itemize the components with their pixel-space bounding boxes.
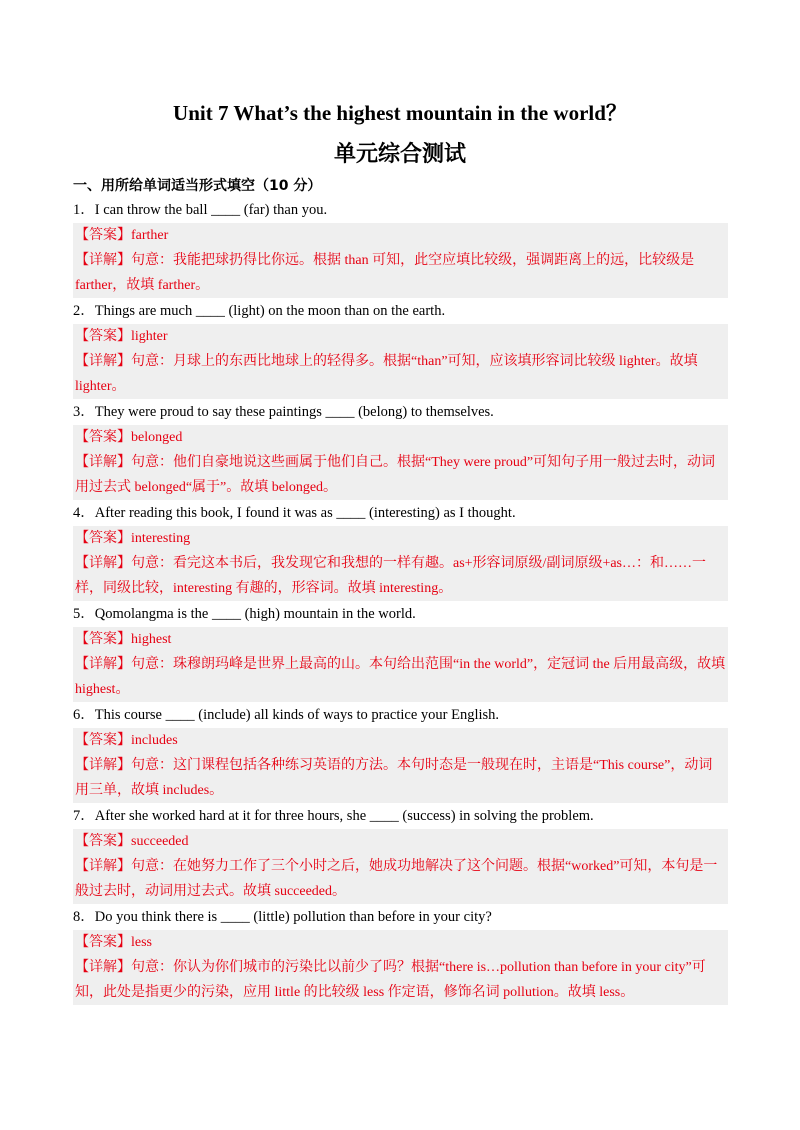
question-item	[73, 702, 728, 803]
explanation-text: 【详解】句意：这门课程包括各种练习英语的方法。本句时态是一般现在时，主语是“This course”，动词用三单，故填 includes。	[75, 758, 713, 798]
answer-text: 【答案】lighter	[75, 329, 168, 344]
question-item	[73, 500, 728, 601]
question-item	[73, 803, 728, 904]
question-text: 4．After reading this book, I found it was as ____ (interesting) as I thought.	[73, 505, 516, 521]
answer-text: 【答案】interesting	[75, 531, 191, 546]
explanation-text: 【详解】句意：你认为你们城市的污染比以前少了吗？根据“there is…pollution than before in your city”可知，此处是指更少的污染，应用 little 的比较级 less 作定语，修饰名词 pollution。故填 less。	[75, 960, 706, 1000]
document-title: Unit 7 What’s the highest mountain in the world？	[173, 101, 627, 125]
answer-block	[73, 526, 728, 601]
question-item	[73, 399, 728, 500]
question-text: 8．Do you think there is ____ (little) pollution than before in your city?	[73, 909, 492, 925]
explanation-text: 【详解】句意：我能把球扔得比你远。根据 than 可知，此空应填比较级，强调距离上的远，比较级是 farther，故填 farther。	[75, 253, 695, 293]
answer-text: 【答案】highest	[75, 632, 172, 647]
answer-block	[73, 425, 728, 500]
question-text: 1．I can throw the ball ____ (far) than you.	[73, 202, 328, 218]
question-text: 5．Qomolangma is the ____ (high) mountain in the world.	[73, 606, 416, 622]
document-subtitle: 单元综合测试	[333, 142, 466, 167]
explanation-text: 【详解】句意：看完这本书后，我发现它和我想的一样有趣。as+形容词原级/副词原级+as…：和……一样，同级比较，interesting 有趣的，形容词。故填 interesting。	[75, 556, 707, 596]
question-text: 6．This course ____ (include) all kinds of ways to practice your English.	[73, 707, 500, 723]
answer-block	[73, 728, 728, 803]
question-item	[73, 197, 728, 298]
question-item	[73, 601, 728, 702]
question-item	[73, 904, 728, 1005]
explanation-text: 【详解】句意：月球上的东西比地球上的轻得多。根据“than”可知，应该填形容词比较级 lighter。故填 lighter。	[75, 354, 698, 394]
answer-block	[73, 324, 728, 399]
answer-text: 【答案】includes	[75, 733, 178, 748]
answer-block	[73, 223, 728, 298]
answer-block	[73, 627, 728, 702]
answer-block	[73, 930, 728, 1005]
question-text: 7．After she worked hard at it for three hours, she ____ (success) in solving the problem.	[73, 808, 594, 824]
section-heading: 一、用所给单词适当形式填空（10 分）	[73, 178, 322, 194]
explanation-text: 【详解】句意：他们自豪地说这些画属于他们自己。根据“They were proud”可知句子用一般过去时，动词用过去式 belonged“属于”。故填 belonged。	[75, 455, 716, 495]
question-list	[73, 197, 728, 1005]
explanation-text: 【详解】句意：在她努力工作了三个小时之后，她成功地解决了这个问题。根据“worked”可知，本句是一般过去时，动词用过去式。故填 succeeded。	[75, 859, 718, 899]
explanation-text: 【详解】句意：珠穆朗玛峰是世界上最高的山。本句给出范围“in the world”，定冠词 the 后用最高级，故填 highest。	[75, 657, 726, 697]
answer-text: 【答案】farther	[75, 228, 169, 243]
question-text: 3．They were proud to say these paintings ____ (belong) to themselves.	[73, 404, 494, 420]
question-item	[73, 298, 728, 399]
answer-block	[73, 829, 728, 904]
answer-text: 【答案】belonged	[75, 430, 183, 445]
question-text: 2．Things are much ____ (light) on the moon than on the earth.	[73, 303, 446, 319]
answer-text: 【答案】less	[75, 935, 152, 950]
answer-text: 【答案】succeeded	[75, 834, 189, 849]
